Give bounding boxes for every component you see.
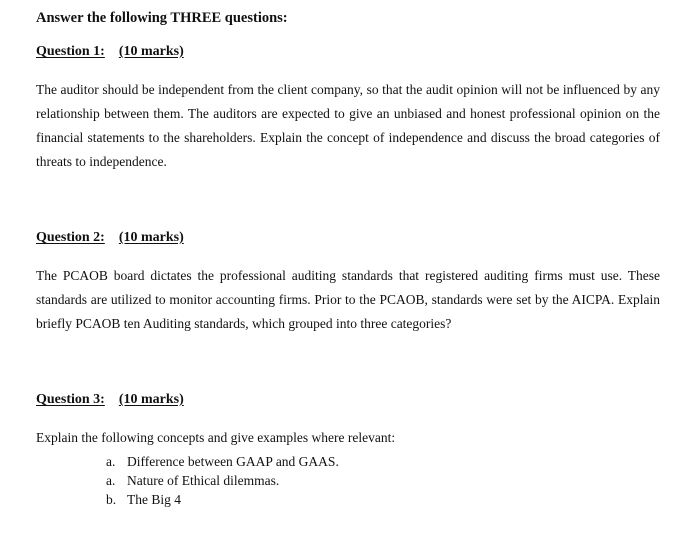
question-2-marks: (10 marks) xyxy=(118,230,184,245)
question-1-body: The auditor should be independent from the client company, so that the audit opinion will not be influenced by any relationship between them. The auditors are expected to give an unbiased and honest professional opinion on the financial statements to the shareholders. Explain the concept of independence and discuss the broad categories of threats to independence. xyxy=(36,82,660,169)
question-3-list xyxy=(106,452,339,509)
question-3-body: Explain the following concepts and give examples where relevant: xyxy=(36,430,396,445)
list-item-label: b. xyxy=(106,492,117,507)
list-item-text: The Big 4 xyxy=(127,492,181,507)
question-3-heading xyxy=(36,392,184,408)
list-item xyxy=(106,452,339,471)
question-1-title: Question 1: xyxy=(36,44,105,59)
question-3-title: Question 3: xyxy=(36,392,105,407)
question-2-heading xyxy=(36,230,184,246)
list-item-text: Difference between GAAP and GAAS. xyxy=(127,454,339,469)
list-item-label: a. xyxy=(106,454,116,469)
instructions-heading: Answer the following THREE questions: xyxy=(36,10,288,26)
question-3-marks: (10 marks) xyxy=(118,392,184,407)
list-item xyxy=(106,490,339,509)
list-item xyxy=(106,471,339,490)
list-item-label: a. xyxy=(106,473,116,488)
question-2-title: Question 2: xyxy=(36,230,105,245)
question-1-heading xyxy=(36,44,184,60)
list-item-text: Nature of Ethical dilemmas. xyxy=(127,473,280,488)
question-2-body: The PCAOB board dictates the professional auditing standards that registered auditing firms must use. These standards are utilized to monitor accounting firms. Prior to the PCAOB, standards were set by the AICPA. Explain briefly PCAOB ten Auditing standards, which grouped into three categories? xyxy=(36,268,660,331)
question-1-marks: (10 marks) xyxy=(118,44,184,59)
